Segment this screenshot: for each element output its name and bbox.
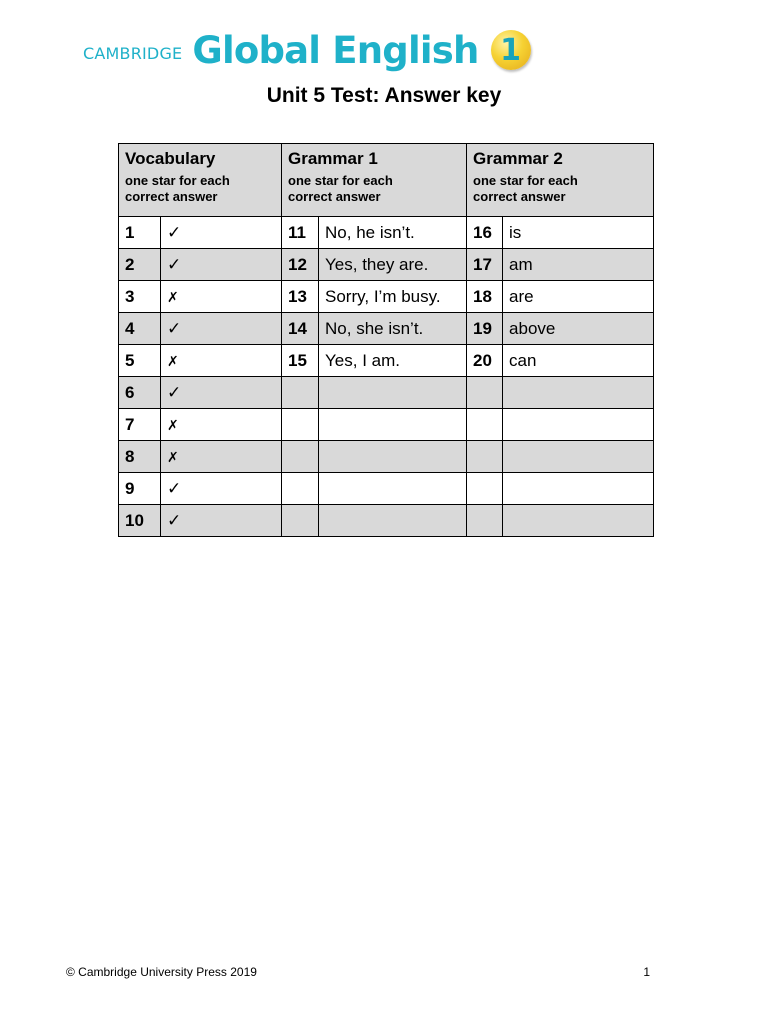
column-subtitle: one star for each (125, 173, 230, 188)
footer-copyright: © Cambridge University Press 2019 (66, 965, 257, 979)
grammar-2-number (467, 473, 503, 505)
check-mark-icon: ✓ (167, 222, 182, 243)
grammar-1-number: 11 (282, 217, 319, 249)
vocabulary-mark-cell (161, 249, 282, 281)
table-header-row (119, 144, 654, 217)
grammar-2-answer (503, 473, 654, 505)
grammar-2-number (467, 377, 503, 409)
vocabulary-number: 10 (119, 505, 161, 537)
grammar-2-answer (503, 409, 654, 441)
grammar-1-number (282, 377, 319, 409)
brand-series-title: Global English (192, 28, 479, 72)
column-header-grammar-1 (282, 144, 467, 217)
vocabulary-mark-cell (161, 281, 282, 313)
grammar-2-answer: can (503, 345, 654, 377)
grammar-1-number (282, 441, 319, 473)
grammar-1-number: 13 (282, 281, 319, 313)
vocabulary-mark-cell (161, 505, 282, 537)
column-subtitle: correct answer (473, 189, 566, 204)
vocabulary-mark-cell (161, 217, 282, 249)
grammar-1-answer (319, 505, 467, 537)
cross-mark-icon: ✗ (167, 290, 179, 306)
grammar-2-answer (503, 377, 654, 409)
answer-key-table (118, 143, 654, 537)
table-row (119, 473, 654, 505)
cross-mark-icon: ✗ (167, 418, 179, 434)
grammar-1-number (282, 473, 319, 505)
column-subtitle: correct answer (288, 189, 381, 204)
grammar-2-number (467, 409, 503, 441)
table-row (119, 249, 654, 281)
vocabulary-number: 3 (119, 281, 161, 313)
check-mark-icon: ✓ (167, 318, 182, 339)
check-mark-icon: ✓ (167, 510, 182, 531)
column-subtitle: correct answer (125, 189, 218, 204)
table-row (119, 217, 654, 249)
brand-publisher: CAMBRIDGE (83, 43, 183, 63)
grammar-1-number: 15 (282, 345, 319, 377)
table-row (119, 409, 654, 441)
grammar-1-answer: Yes, they are. (319, 249, 467, 281)
grammar-2-number: 19 (467, 313, 503, 345)
grammar-2-number: 17 (467, 249, 503, 281)
grammar-2-answer: is (503, 217, 654, 249)
grammar-2-answer (503, 505, 654, 537)
grammar-1-answer (319, 441, 467, 473)
grammar-2-number: 16 (467, 217, 503, 249)
column-title: Grammar 2 (473, 149, 563, 168)
cross-mark-icon: ✗ (167, 450, 179, 466)
grammar-2-answer: above (503, 313, 654, 345)
grammar-1-answer: Yes, I am. (319, 345, 467, 377)
grammar-2-number (467, 441, 503, 473)
grammar-1-answer: Sorry, I’m busy. (319, 281, 467, 313)
grammar-1-number: 12 (282, 249, 319, 281)
column-header-grammar-2 (467, 144, 654, 217)
check-mark-icon: ✓ (167, 382, 182, 403)
vocabulary-number: 9 (119, 473, 161, 505)
grammar-1-answer: No, he isn’t. (319, 217, 467, 249)
vocabulary-mark-cell (161, 345, 282, 377)
grammar-1-answer: No, she isn’t. (319, 313, 467, 345)
check-mark-icon: ✓ (167, 478, 182, 499)
grammar-1-answer (319, 377, 467, 409)
vocabulary-number: 6 (119, 377, 161, 409)
vocabulary-mark-cell (161, 409, 282, 441)
table-row (119, 313, 654, 345)
table-row (119, 505, 654, 537)
vocabulary-number: 2 (119, 249, 161, 281)
grammar-2-answer: are (503, 281, 654, 313)
check-mark-icon: ✓ (167, 254, 182, 275)
column-subtitle: one star for each (473, 173, 578, 188)
brand-header (83, 22, 531, 78)
table-row (119, 345, 654, 377)
vocabulary-mark-cell (161, 313, 282, 345)
grammar-1-number: 14 (282, 313, 319, 345)
grammar-1-number (282, 409, 319, 441)
vocabulary-number: 4 (119, 313, 161, 345)
vocabulary-number: 5 (119, 345, 161, 377)
column-title: Vocabulary (125, 149, 216, 168)
grammar-2-number: 20 (467, 345, 503, 377)
vocabulary-mark-cell (161, 441, 282, 473)
table-row (119, 377, 654, 409)
column-title: Grammar 1 (288, 149, 378, 168)
grammar-2-answer: am (503, 249, 654, 281)
vocabulary-number: 7 (119, 409, 161, 441)
vocabulary-mark-cell (161, 473, 282, 505)
cross-mark-icon: ✗ (167, 354, 179, 370)
table-row (119, 281, 654, 313)
grammar-2-number: 18 (467, 281, 503, 313)
grammar-2-answer (503, 441, 654, 473)
vocabulary-number: 1 (119, 217, 161, 249)
column-subtitle: one star for each (288, 173, 393, 188)
grammar-2-number (467, 505, 503, 537)
grammar-1-answer (319, 473, 467, 505)
level-badge: 1 (491, 30, 531, 70)
vocabulary-number: 8 (119, 441, 161, 473)
vocabulary-mark-cell (161, 377, 282, 409)
page-title: Unit 5 Test: Answer key (266, 84, 502, 107)
grammar-1-number (282, 505, 319, 537)
grammar-1-answer (319, 409, 467, 441)
table-row (119, 441, 654, 473)
column-header-vocabulary (119, 144, 282, 217)
footer-page-number: 1 (643, 965, 650, 979)
